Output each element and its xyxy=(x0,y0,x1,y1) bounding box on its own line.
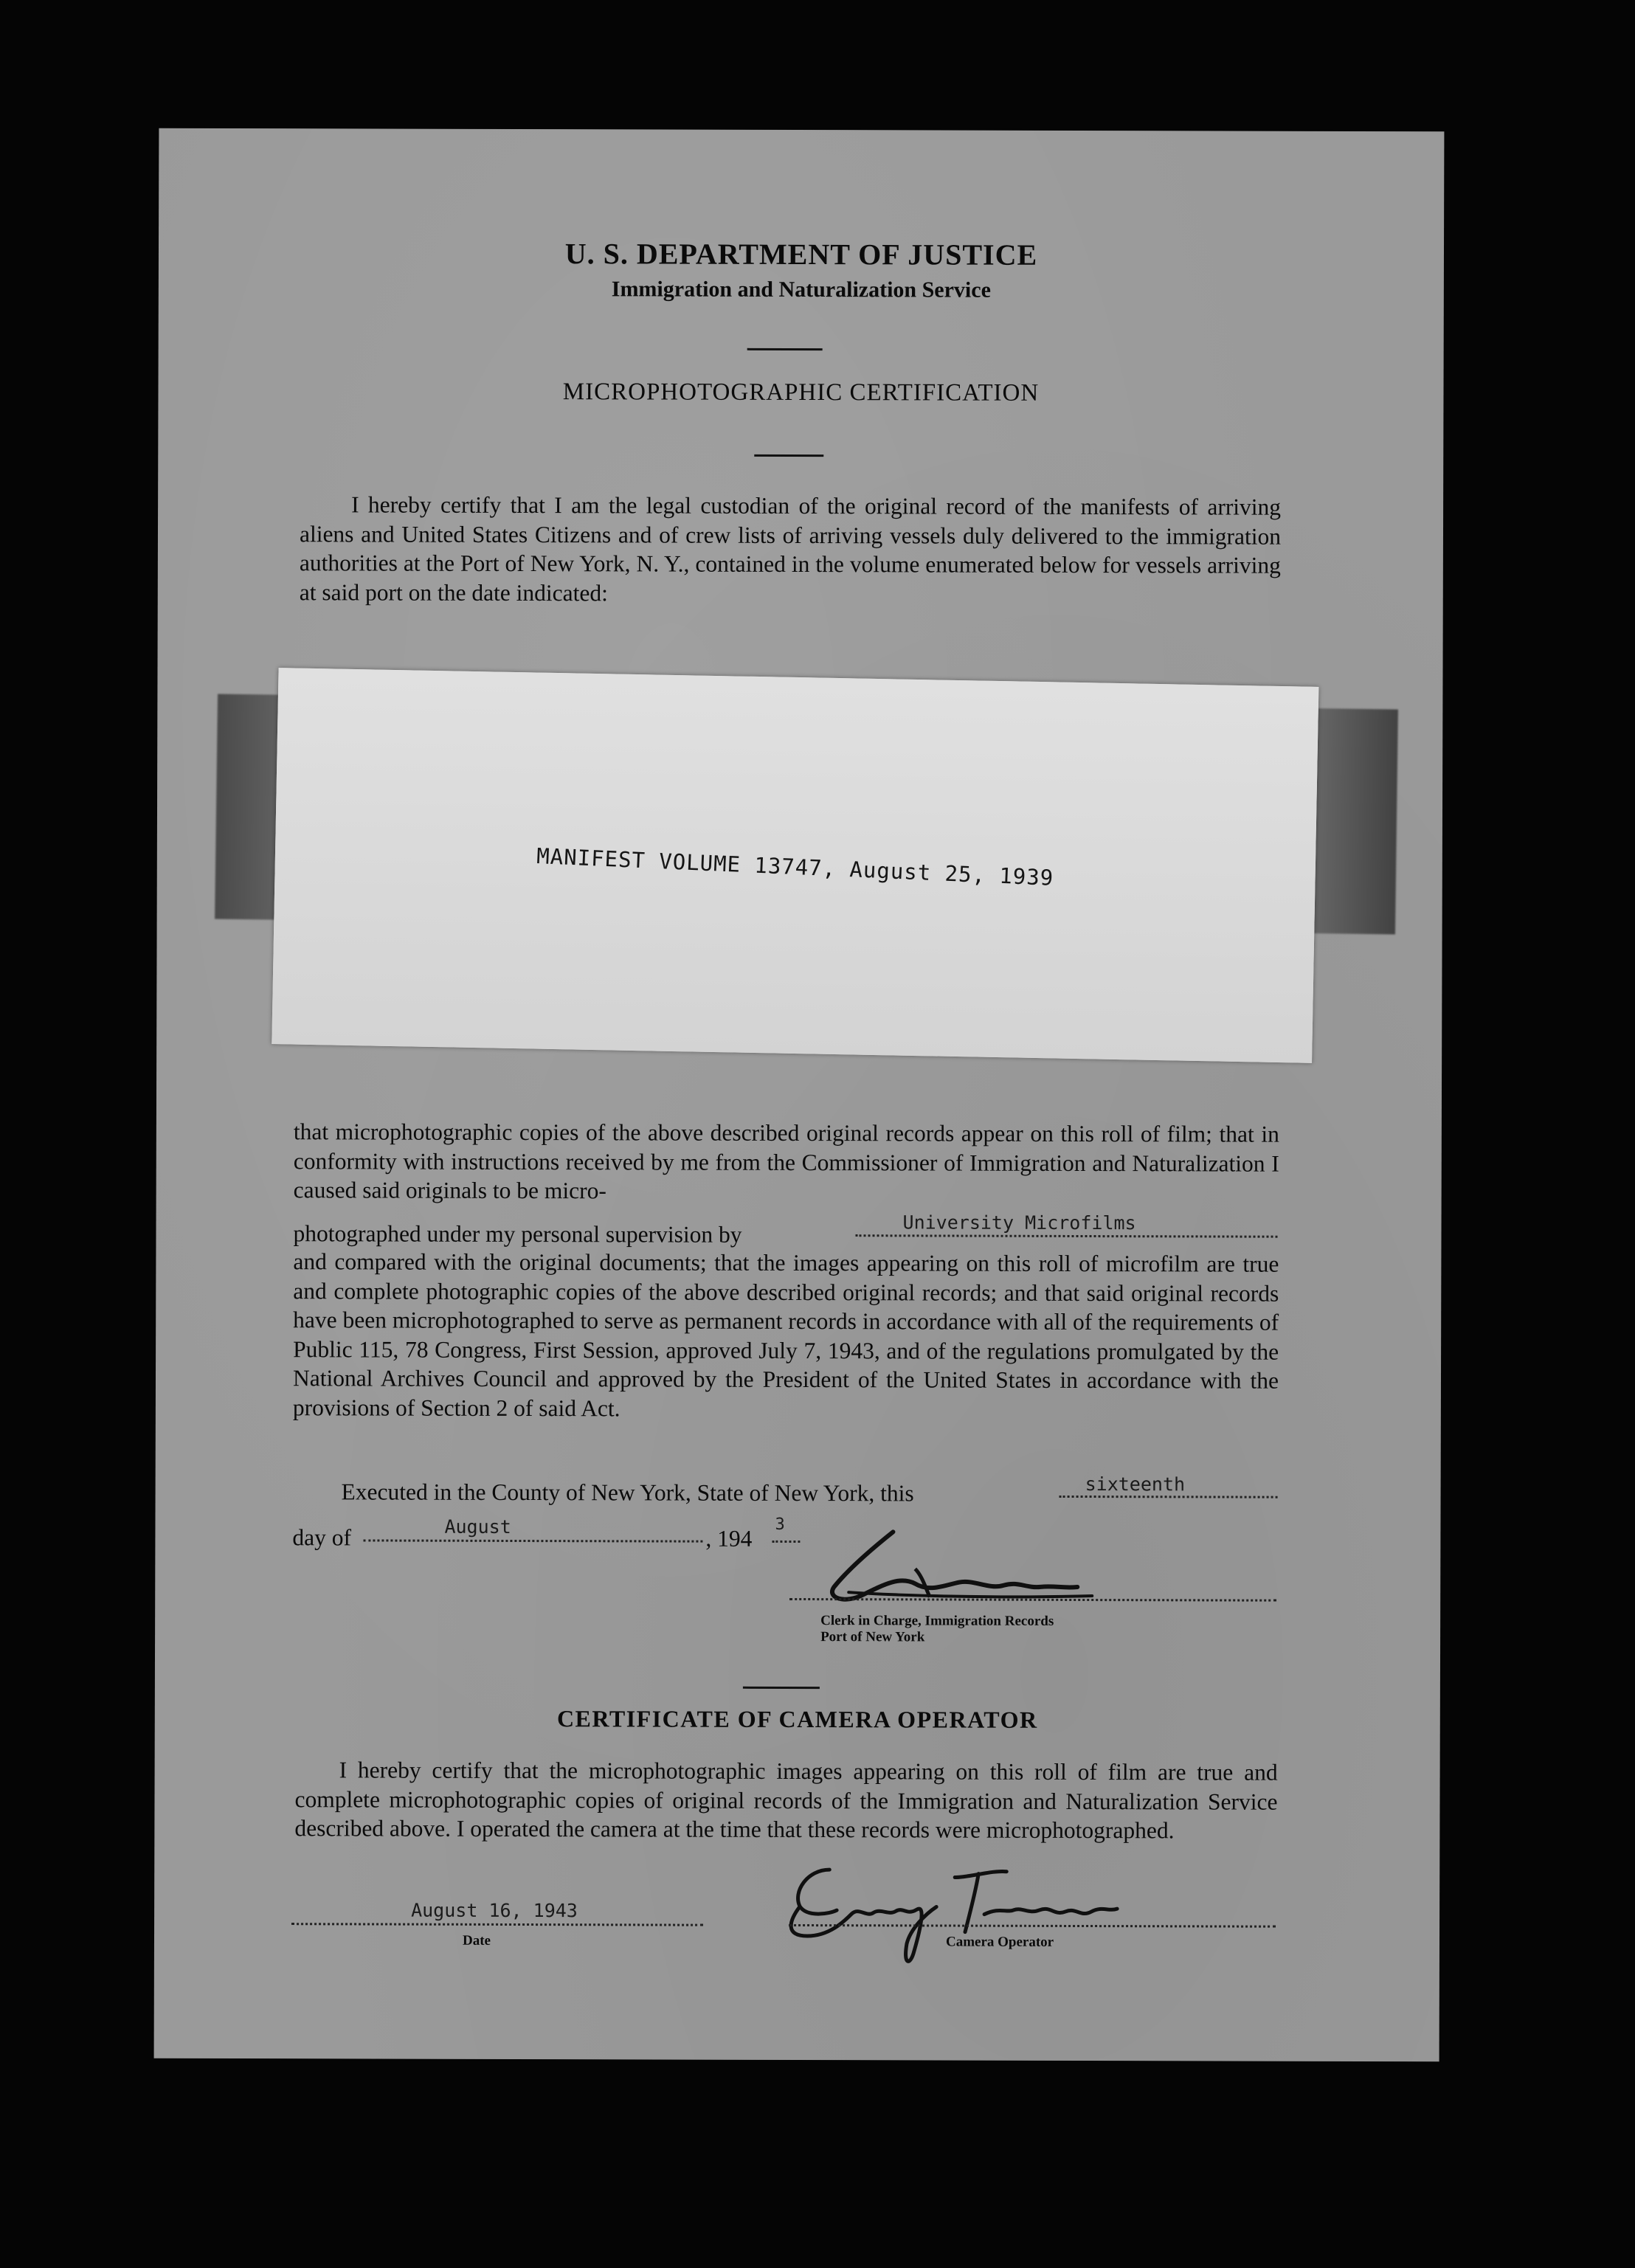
manifest-volume-text: MANIFEST VOLUME 13747, August 25, 1939 xyxy=(536,843,1054,891)
camera-operator-signature xyxy=(785,1855,1124,1974)
department-heading: U. S. DEPARTMENT OF JUSTICE xyxy=(564,237,1038,272)
year-dotted-line xyxy=(772,1541,800,1543)
intro-paragraph: I hereby certify that I am the legal custodian of the original record of the manifests of arriving aliens and United States Citizens and of crew lists of arriving vessels duly delivered to the immigration authorities at the Port of New York, N. Y., contained in the volume enumerated below for vessels arriving at said port on the date indicated: xyxy=(299,491,1282,606)
supervision-line xyxy=(293,1220,742,1248)
camera-operator-title: CERTIFICATE OF CAMERA OPERATOR xyxy=(556,1705,1038,1733)
service-subheading: Immigration and Naturalization Service xyxy=(611,277,991,302)
executed-line xyxy=(342,1479,914,1507)
month-dotted-line xyxy=(363,1539,702,1542)
year-line xyxy=(705,1526,752,1552)
supervision-dotted-line xyxy=(855,1234,1277,1237)
executed-dotted-line xyxy=(1060,1496,1278,1498)
camera-operator-statement: I hereby certify that the microphotographic images appearing on this roll of film are true and complete microphotographic copies of original records of the Immigration and Naturalization Service described above. I operated the camera at the time that these records were microphotographed. xyxy=(294,1757,1278,1844)
date-value: August 16, 1943 xyxy=(411,1899,578,1922)
date-label: Date xyxy=(462,1932,491,1949)
day-of-line xyxy=(292,1524,351,1551)
month-value: August xyxy=(444,1515,511,1538)
divider-rule xyxy=(747,348,823,350)
year-prefix: , 194 xyxy=(705,1525,753,1552)
divider-rule xyxy=(743,1687,820,1689)
camera-operator-label: Camera Operator xyxy=(945,1934,1054,1950)
day-of-label: day of xyxy=(292,1524,352,1551)
certification-title: MICROPHOTOGRAPHIC CERTIFICATION xyxy=(562,378,1040,407)
divider-rule xyxy=(754,454,823,457)
supervision-prefix: photographed under my personal supervision by xyxy=(293,1220,742,1248)
microfilm-company-value: University Microfilms xyxy=(902,1211,1136,1234)
manifest-slip xyxy=(272,668,1318,1063)
executed-day-value: sixteenth xyxy=(1085,1473,1186,1496)
date-dotted-line xyxy=(291,1923,703,1926)
executed-prefix: Executed in the County of New York, State of New York, this xyxy=(341,1479,914,1507)
year-digit-value: 3 xyxy=(775,1515,785,1534)
body-paragraph-part1: that microphotographic copies of the above described original records appear on this roll of film; that in conformity with instructions received by me from the Commissioner of Immigration and Naturalization I caused said originals to be micro- xyxy=(293,1119,1279,1204)
clerk-title-line1: Clerk in Charge, Immigration Records xyxy=(820,1613,1054,1629)
certificate-page xyxy=(154,128,1445,2062)
clerk-title-line2: Port of New York xyxy=(820,1629,925,1645)
body-paragraph-part2: and compared with the original documents; that the images appearing on this roll of microfilm are true and complete photographic copies of the above described original records; and that said original records have been microphotographed to serve as permanent records in accordance with all of the requirements of Public 115, 78 Congress, First Session, approved July 7, 1943, and of the regulations promulgated by the National Archives Council and approved by the President of the United States in accordance with the provisions of Section 2 of said Act. xyxy=(292,1248,1279,1421)
